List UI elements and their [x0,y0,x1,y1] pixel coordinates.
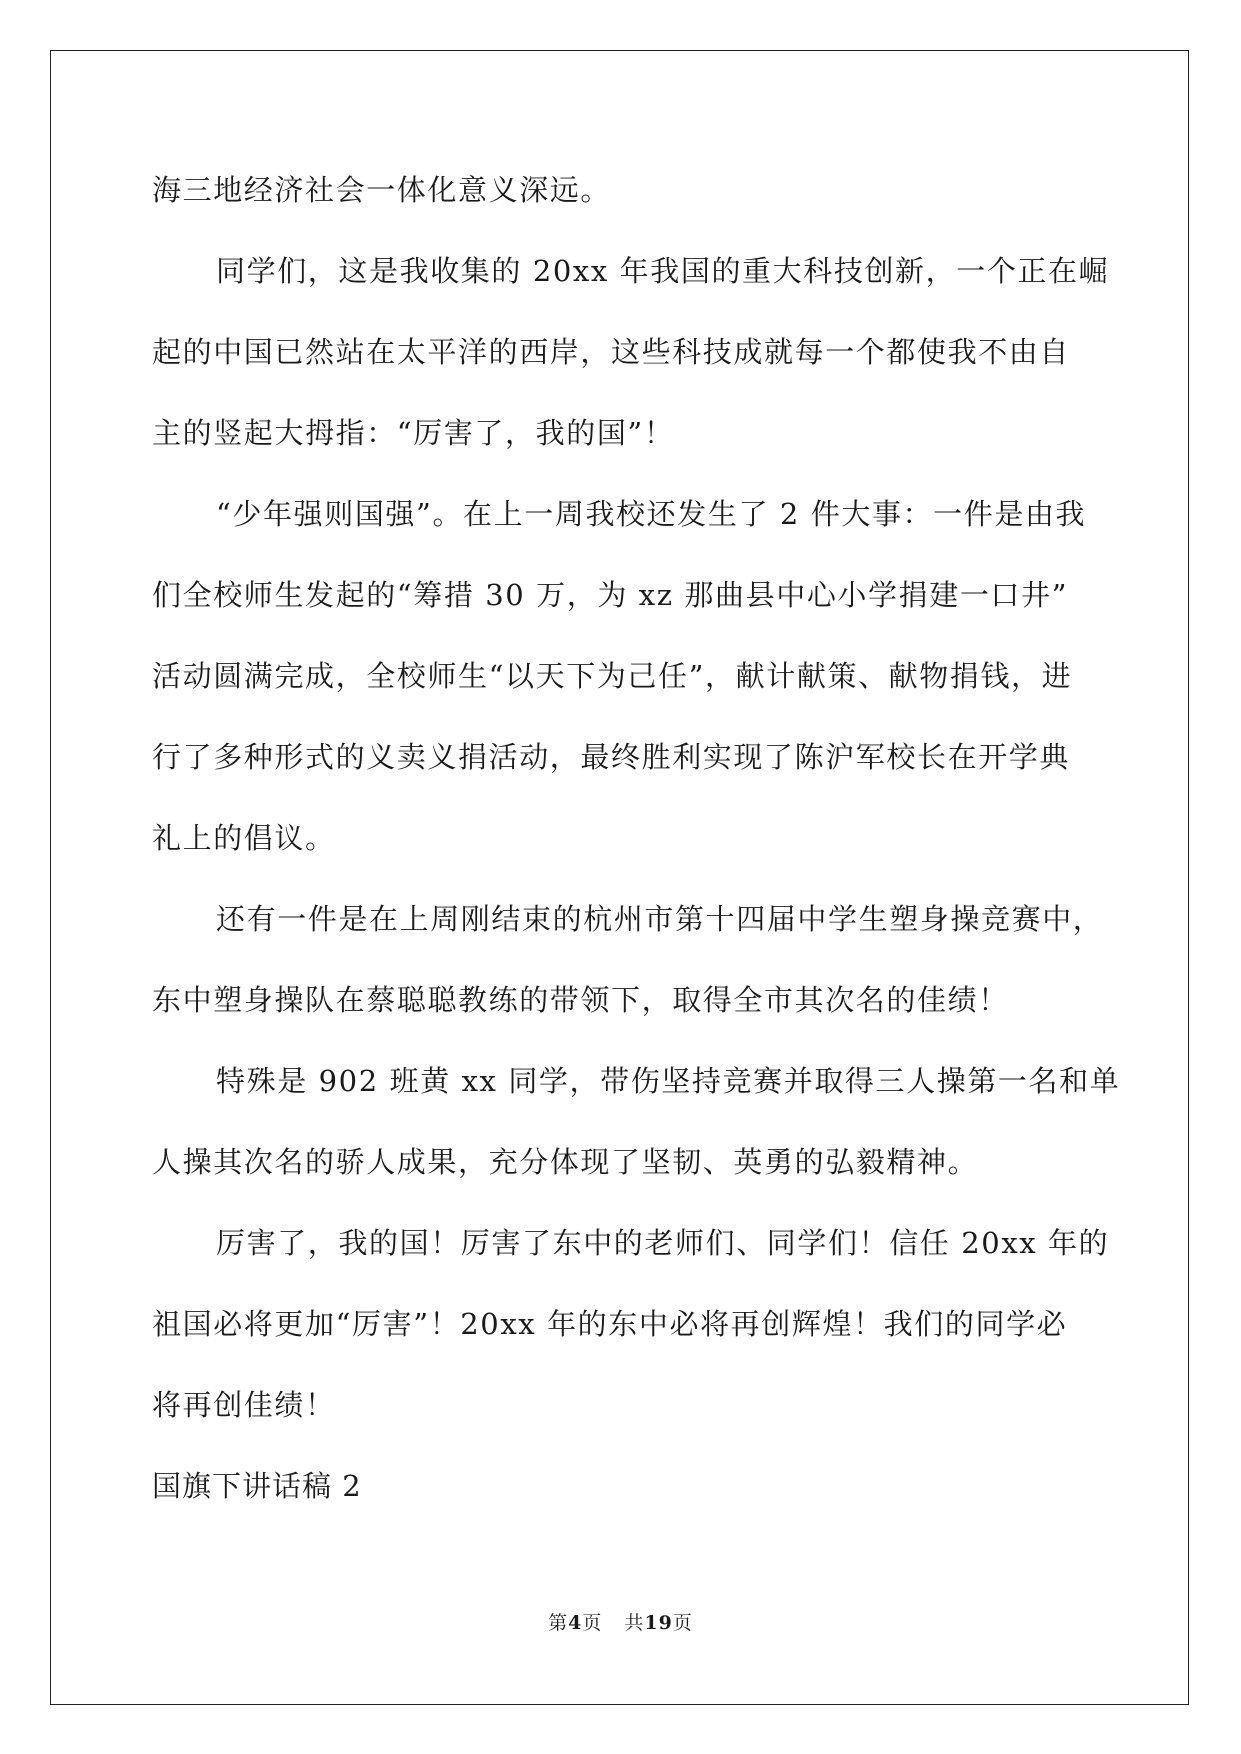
text-line: 祖国必将更加“厉害”！20xx 年的东中必将再创辉煌！我们的同学必 [152,1307,1068,1341]
total-prefix: 共 [624,1612,645,1634]
page-total: 19 [644,1612,673,1634]
page-suffix: 页 [582,1612,603,1634]
total-suffix: 页 [672,1612,693,1634]
text-line: 们全校师生发起的“筹措 30 万，为 xz 那曲县中心小学捐建一口井” [152,578,1069,612]
text-line: 活动圆满完成，全校师生“以天下为己任”，献计献策、献物捐钱，进 [152,659,1073,693]
page-prefix: 第 [548,1612,569,1634]
text-line: 行了多种形式的义卖义捐活动，最终胜利实现了陈沪军校长在开学典 [152,740,1071,774]
section-heading: 国旗下讲话稿 2 [152,1469,362,1503]
text-line: 将再创佳绩！ [152,1388,336,1422]
text-line: “少年强则国强”。在上一周我校还发生了 2 件大事：一件是由我 [216,497,1087,531]
text-line: 还有一件是在上周刚结束的杭州市第十四届中学生塑身操竞赛中， [216,902,1104,936]
text-line: 东中塑身操队在蔡聪聪教练的带领下，取得全市其次名的佳绩！ [152,983,1009,1017]
text-line: 礼上的倡议。 [152,821,336,855]
text-line: 起的中国已然站在太平洋的西岸，这些科技成就每一个都使我不由自 [152,335,1071,369]
text-line: 海三地经济社会一体化意义深远。 [152,173,612,207]
text-line: 人操其次名的骄人成果，充分体现了坚韧、英勇的弘毅精神。 [152,1145,979,1179]
text-line: 特殊是 902 班黄 xx 同学，带伤坚持竞赛并取得三人操第一名和单 [216,1064,1121,1098]
page-footer [0,1608,1241,1635]
text-line: 厉害了，我的国！厉害了东中的老师们、同学们！信任 20xx 年的 [216,1226,1110,1260]
document-body [152,150,1121,1527]
page-current: 4 [568,1612,583,1634]
text-line: 同学们，这是我收集的 20xx 年我国的重大科技创新，一个正在崛 [216,254,1110,288]
text-line: 主的竖起大拇指：“厉害了，我的国”！ [152,416,675,450]
